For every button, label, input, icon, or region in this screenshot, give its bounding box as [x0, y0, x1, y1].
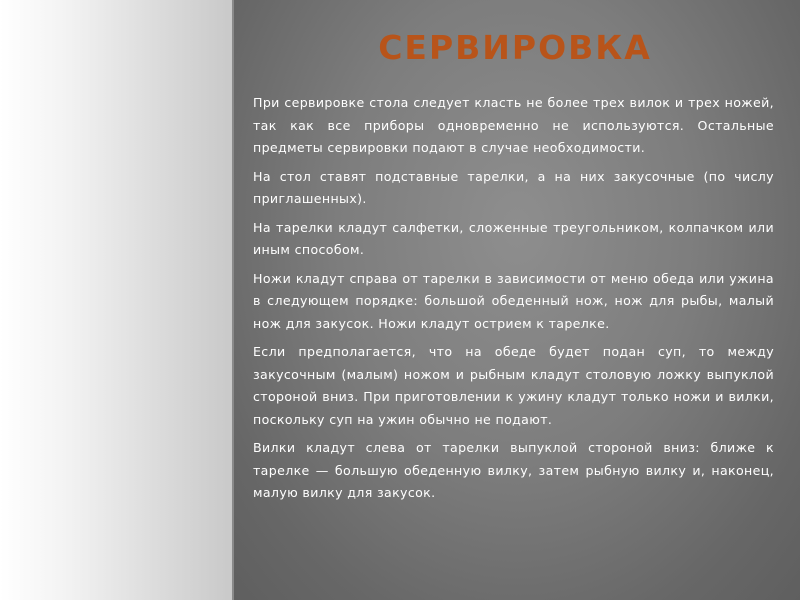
paragraph-2: На стол ставят подставные тарелки, а на них закусочные (по числу приглашенных).	[253, 168, 774, 206]
paragraph-4: Ножи кладут справа от тарелки в зависимости от меню обеда или ужина в следующем порядке: большой обеденный нож, нож для рыбы, малый нож для закусок. Ножи кладут острием к тарелке.	[253, 270, 774, 331]
paragraph-5: Если предполагается, что на обеде будет подан суп, то между закусочным (малым) ножом и рыбным кладут столовую ложку выпуклой стороной вниз. При приготовлении к ужину кладут только ножи и вилки, поскольку суп на ужин обычно не подают.	[253, 344, 774, 427]
slide-body	[253, 92, 774, 511]
decorative-left-band	[0, 0, 232, 600]
paragraph-1: При сервировке стола следует класть не более трех вилок и трех ножей, так как все приборы одновременно не используются. Остальные предметы сервировки подают в случае необходимости.	[253, 95, 774, 155]
paragraph-6: Вилки кладут слева от тарелки выпуклой стороной вниз: ближе к тарелке — большую обеденную вилку, затем рыбную вилку и, наконец, малую вилку для закусок.	[253, 440, 774, 500]
slide-title: СЕРВИРОВКА	[378, 28, 652, 67]
paragraph-3: На тарелки кладут салфетки, сложенные треугольником, колпачком или иным способом.	[253, 219, 774, 257]
